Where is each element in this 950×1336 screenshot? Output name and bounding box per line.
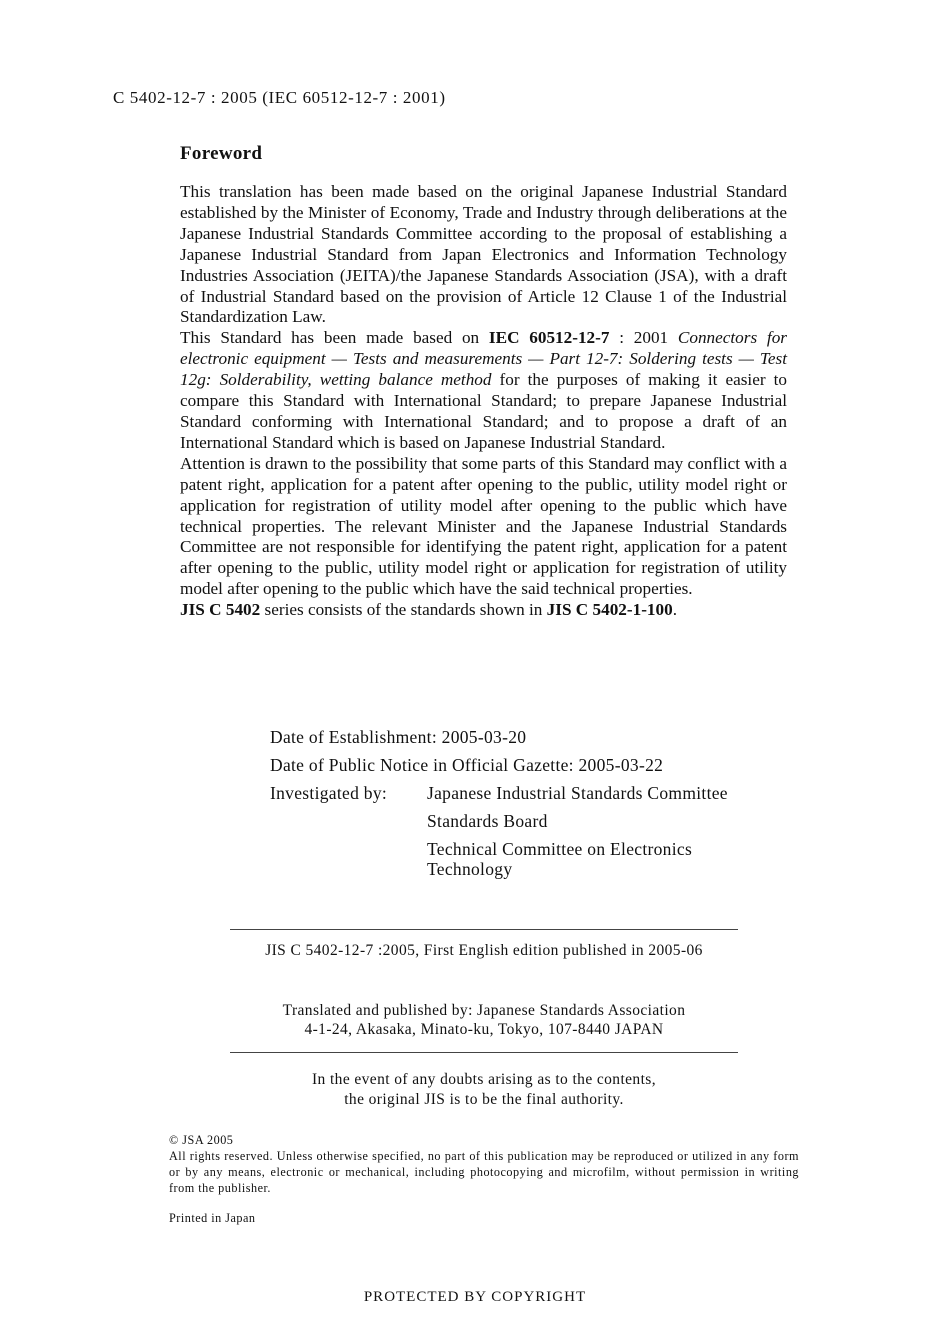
date-of-public-notice: Date of Public Notice in Official Gazette: 2005-03-22 (270, 755, 664, 775)
investigator-committee: Japanese Industrial Standards Committee (427, 783, 728, 803)
printed-in: Printed in Japan (169, 1211, 256, 1225)
foreword-paragraph-origin: This translation has been made based on the original Japanese Industrial Standard established by the Minister of Economy, Trade and Industry through deliberations at the Japanese Industrial Standards Committee according to the proposal of establishing a Japanese Industrial Standard from Japan Electronics and Information Technology Industries Association (JEITA)/the Japanese Standards Association (JSA), with a draft of Industrial Standard based on the provision of Article 12 Clause 1 of the Industrial Standardization Law. (180, 182, 787, 327)
copyright-block (169, 1132, 799, 1196)
investigated-by-list (427, 783, 728, 879)
investigated-by-label: Investigated by: (270, 783, 388, 803)
divider-top (230, 929, 738, 930)
document-code-header: C 5402-12-7 : 2005 (IEC 60512-12-7 : 2001) (113, 88, 446, 107)
divider-bottom (230, 1052, 738, 1053)
iec-reference: IEC 60512-12-7 (488, 328, 610, 348)
series-mid: series consists of the standards shown in (260, 600, 547, 620)
foreword-body (180, 182, 787, 621)
foreword-paragraph-basis (180, 328, 787, 453)
publisher-address: 4-1-24, Akasaka, Minato-ku, Tokyo, 107-8440 JAPAN (304, 1021, 664, 1038)
foreword-paragraph-series (180, 600, 787, 621)
copyright-notice: All rights reserved. Unless otherwise specified, no part of this publication may be reproduced or utilized in any form or by any means, electronic or mechanical, including photocopying and microfilm, without permission in writing from the publisher. (169, 1149, 799, 1195)
investigator-board: Standards Board (427, 811, 548, 831)
authority-line-2: the original JIS is to be the final authority. (344, 1091, 624, 1108)
foreword-paragraph-patent: Attention is drawn to the possibility that some parts of this Standard may conflict with a patent right, application for a patent after opening to the public, utility model right or application for registration of utility model after opening to the public which have technical properties. The relevant Minister and the Japanese Industrial Standards Committee are not responsible for identifying the patent right, application for a patent after opening to the public, utility model right or application for registration of utility model after opening to the public which have the said technical properties. (180, 453, 787, 599)
series-name: JIS C 5402 (180, 600, 261, 620)
series-end: . (672, 600, 678, 620)
foreword-heading: Foreword (180, 143, 263, 164)
iec-title: Connectors for electronic equipment — Tests and measurements — Part 12-7: Soldering tests — Test 12g: Solderability, wetting balance method (180, 328, 787, 390)
protected-footer: PROTECTED BY COPYRIGHT (363, 1289, 587, 1305)
publisher-line: Translated and published by: Japanese Standards Association (282, 1002, 686, 1019)
dates-block (270, 727, 728, 879)
investigator-technical-committee: Technical Committee on Electronics (427, 839, 693, 859)
series-reference: JIS C 5402-1-100 (546, 600, 673, 620)
basis-rest: for the purposes of making it easier to compare this Standard with International Standard; to prepare Japanese Industrial Standard conforming with International Standard; and to propose a draft of an International Standard which is based on Japanese Industrial Standard. (180, 370, 787, 452)
edition-line: JIS C 5402-12-7 :2005, First English edition published in 2005-06 (265, 942, 703, 959)
investigator-technical-committee-cont: Technology (427, 859, 513, 879)
iec-year: : 2001 (609, 328, 678, 348)
basis-lead: This Standard has been made based on (180, 328, 489, 348)
investigated-by (270, 783, 728, 879)
copyright-holder: © JSA 2005 (169, 1133, 234, 1147)
authority-line-1: In the event of any doubts arising as to the contents, (311, 1071, 656, 1088)
date-of-establishment: Date of Establishment: 2005-03-20 (270, 727, 527, 747)
